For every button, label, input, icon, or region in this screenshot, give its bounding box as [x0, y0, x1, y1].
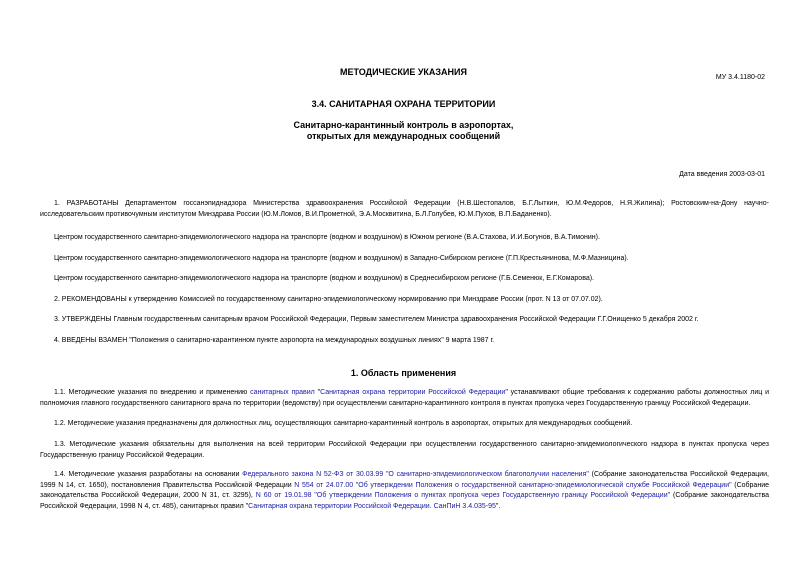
- paragraph-text: Центром государственного санитарно-эпидемиологического надзора на транспорте (водном и воздушном) в Среднесибирском регионе (Г.Б.Семенюк, Е.Г.Комарова).: [54, 275, 594, 282]
- paragraph-mid-siberia-center: [40, 274, 769, 285]
- document-title: МЕТОДИЧЕСКИЕ УКАЗАНИЯ: [340, 67, 467, 77]
- paragraph-1-1: [40, 388, 769, 409]
- paragraph-1-3: [40, 440, 769, 461]
- introduction-date: Дата введения 2003-03-01: [679, 171, 765, 178]
- paragraph-introduced-instead: [40, 336, 769, 347]
- text-run: ": [314, 389, 321, 396]
- text-run: (Собрание законодательства Российской Федерации, 1998 N 4, ст. 485), санитарных правил ": [40, 492, 769, 510]
- paragraph-text: Центром государственного санитарно-эпидемиологического надзора на транспорте (водном и воздушном) в Южном регионе (В.А.Стахова, И.И.Богунов, В.А.Тимонин).: [54, 234, 600, 241]
- paragraph-text: 1.2. Методические указания предназначены для должностных лиц, осуществляющих санитарно-карантинный контроль в аэропортах, открытых для международных сообщений.: [54, 420, 633, 427]
- sanpin-link[interactable]: Санитарная охрана территории Российской Федерации. СанПиН 3.4.035-95: [248, 502, 496, 510]
- paragraph-1-2: [40, 419, 769, 430]
- subtitle-line-1: Санитарно-карантинный контроль в аэропортах,: [293, 120, 514, 130]
- text-run: " устанавливают общие требования к содержанию работы должностных лиц и полномочия главного государственного санитарного врача по территории (ведомству) при осуществлении санитарно-карантинного контроля в пунктах пропуска через Государственную границу Российской Федерации.: [40, 389, 770, 407]
- federal-law-52-fz-link[interactable]: Федерального закона N 52-ФЗ от 30.03.99 "О санитарно-эпидемиологическом благополучии населения": [242, 471, 589, 478]
- resolution-554-link[interactable]: N 554 от 24.07.00 "Об утверждении Положения о государственной санитарно-эпидемиологической службе Российской Федерации": [294, 481, 732, 489]
- text-run: ".: [495, 502, 501, 510]
- text-run: 1.1. Методические указания по внедрению и применению: [54, 389, 251, 396]
- resolution-60-link[interactable]: N 60 от 19.01.98 "Об утверждении Положения о пунктах пропуска через Государственную границу Российской Федерации": [255, 492, 671, 499]
- paragraph-1-4: [40, 470, 769, 512]
- subtitle-line-2: открытых для международных сообщений: [306, 131, 501, 141]
- paragraph-text: Центром государственного санитарно-эпидемиологического надзора на транспорте (водном и воздушном) в Западно-Сибирском регионе (Г.П.Крестьянинова, М.Ф.Мазницина).: [54, 255, 629, 262]
- paragraph-west-siberia-center: [40, 254, 769, 265]
- document-subtitle: [0, 120, 807, 142]
- text-run: (Собрание законодательства Российской Федерации, 1999 N 14, ст. 1650), постановления Правительства Российской Федерации: [40, 471, 769, 489]
- paragraph-approved: [40, 315, 769, 326]
- sanitary-rules-link[interactable]: санитарных правил: [250, 389, 315, 396]
- text-run: 1.4. Методические указания разработаны на основании: [54, 471, 243, 478]
- paragraph-text: 4. ВВЕДЕНЫ ВЗАМЕН "Положения о санитарно-карантинном пункте аэропорта на международных воздушных линиях" 9 марта 1987 г.: [54, 337, 495, 344]
- sanitary-protection-rules-link[interactable]: Санитарная охрана территории Российской Федерации: [320, 389, 506, 396]
- paragraph-text: 3. УТВЕРЖДЕНЫ Главным государственным санитарным врачом Российской Федерации, Первым заместителем Министра здравоохранения Российской Федерации Г.Г.Онищенко 5 декабря 2002 г.: [54, 316, 699, 323]
- paragraph-developed-by: [40, 199, 769, 220]
- paragraph-text: 1. РАЗРАБОТАНЫ Департаментом госсанэпиднадзора Министерства здравоохранения Российской Федерации (Н.В.Шестопалов, Б.Г.Лыткин, Ю.М.Федоров, Н.Я.Жилина); Ростовским-на-Дону научно-исследовательским противочумным институтом Минздрава России (Ю.М.Ломов, В.И.Прометной, Э.А.Москвитина, Б.Л.Голубев, Ю.М.Пухов, В.П.Баданенко).: [40, 200, 769, 218]
- document-code: МУ 3.4.1180-02: [715, 74, 765, 81]
- paragraph-recommended: [40, 295, 769, 306]
- section-title: 3.4. САНИТАРНАЯ ОХРАНА ТЕРРИТОРИИ: [311, 99, 496, 109]
- paragraph-south-center: [40, 233, 769, 244]
- scope-heading: 1. Область применения: [350, 368, 457, 378]
- text-run: (Собрание законодательства Российской Федерации, 2000 N 31, ст. 3295),: [40, 481, 769, 499]
- paragraph-text: 1.3. Методические указания обязательны для выполнения на всей территории Российской Федерации при осуществлении государственного санитарно-эпидемиологического надзора в пунктах пропуска через Государственную границу Российской Федерации.: [40, 441, 769, 459]
- paragraph-text: 2. РЕКОМЕНДОВАНЫ к утверждению Комиссией по государственному санитарно-эпидемиологическому нормированию при Минздраве России (прот. N 13 от 07.07.02).: [54, 296, 603, 303]
